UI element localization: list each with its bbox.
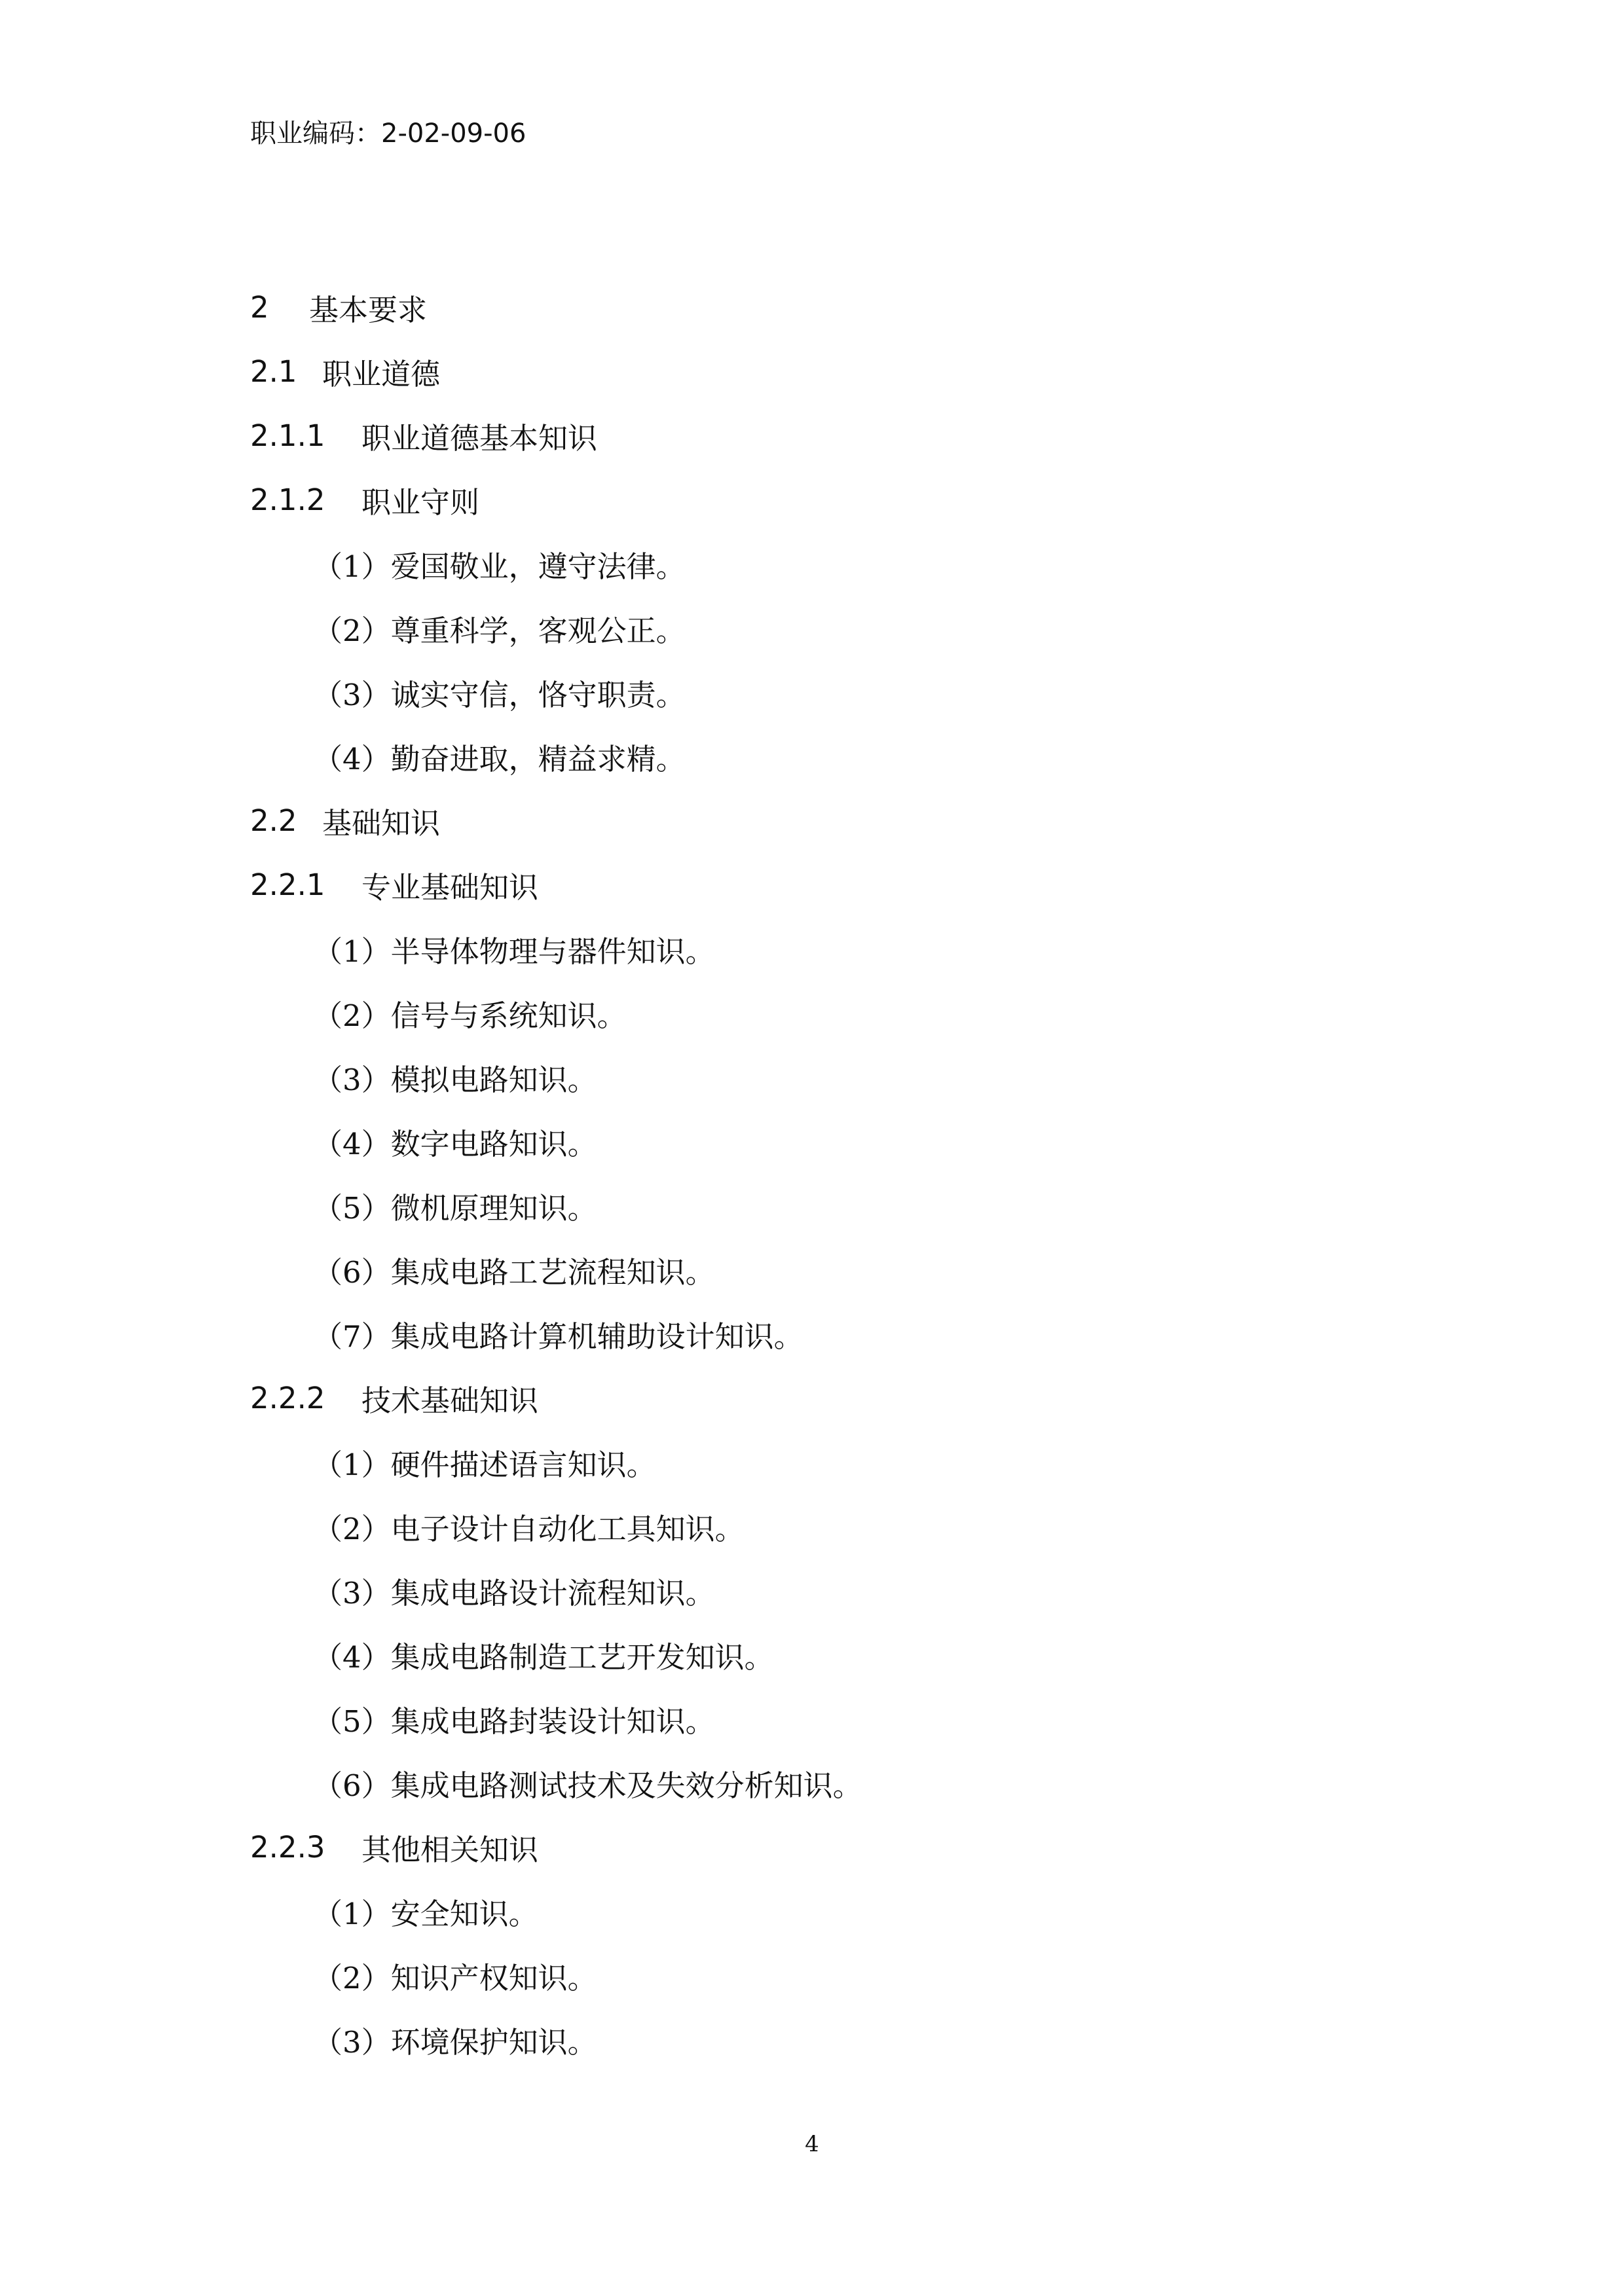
- list-item: （5）集成电路封装设计知识。: [313, 1704, 715, 1739]
- list-item: （5）微机原理知识。: [313, 1190, 597, 1226]
- list-item: （6）集成电路工艺流程知识。: [313, 1254, 715, 1290]
- list-item: （2）尊重科学，客观公正。: [313, 613, 686, 648]
- list-item: （2）电子设计自动化工具知识。: [313, 1511, 745, 1546]
- list-item: （7）集成电路计算机辅助设计知识。: [313, 1319, 803, 1354]
- section-number: 2.1.2: [250, 482, 325, 517]
- section-title: 职业道德基本知识: [361, 420, 598, 456]
- list-item: （3）诚实守信，恪守职责。: [313, 677, 686, 712]
- list-item: （3）集成电路设计流程知识。: [313, 1575, 715, 1611]
- section-title: 基本要求: [309, 292, 428, 327]
- section-heading: [250, 275, 1429, 339]
- list-item: （3）环境保护知识。: [313, 2024, 597, 2060]
- document-body: [250, 275, 1429, 2071]
- subsubsection-heading: [250, 852, 1429, 917]
- list-item: （1）硬件描述语言知识。: [313, 1447, 656, 1482]
- list-item: （1）安全知识。: [313, 1896, 538, 1931]
- occupation-code: 职业编码：2-02-09-06: [250, 118, 526, 149]
- section-number: 2.2: [250, 803, 297, 838]
- subsubsection-heading: [250, 1366, 1429, 1430]
- list-item: （4）集成电路制造工艺开发知识。: [313, 1639, 774, 1675]
- section-number: 2: [250, 289, 269, 325]
- section-title: 其他相关知识: [361, 1832, 539, 1867]
- section-number: 2.2.3: [250, 1829, 325, 1865]
- list-item: （1）爱国敬业，遵守法律。: [313, 549, 686, 584]
- section-title: 基础知识: [322, 805, 441, 841]
- subsubsection-heading: [250, 1815, 1429, 1879]
- list-item: （3）模拟电路知识。: [313, 1062, 597, 1097]
- list-item: （4）数字电路知识。: [313, 1126, 597, 1161]
- section-number: 2.1: [250, 354, 297, 389]
- section-title: 职业守则: [361, 484, 480, 520]
- page-number: 4: [805, 2131, 819, 2157]
- section-title: 技术基础知识: [361, 1383, 539, 1418]
- list-item: （1）半导体物理与器件知识。: [313, 934, 715, 969]
- subsection-heading: [250, 788, 1429, 852]
- section-number: 2.2.1: [250, 867, 325, 902]
- section-number: 2.2.2: [250, 1380, 325, 1415]
- section-number: 2.1.1: [250, 418, 325, 453]
- list-item: （2）知识产权知识。: [313, 1960, 597, 1995]
- section-title: 职业道德: [322, 356, 441, 392]
- section-title: 专业基础知识: [361, 869, 539, 905]
- list-item: （2）信号与系统知识。: [313, 998, 627, 1033]
- subsection-heading: [250, 339, 1429, 403]
- list-item: （4）勤奋进取，精益求精。: [313, 741, 686, 776]
- subsubsection-heading: [250, 403, 1429, 467]
- subsubsection-heading: [250, 467, 1429, 532]
- list-item: （6）集成电路测试技术及失效分析知识。: [313, 1768, 862, 1803]
